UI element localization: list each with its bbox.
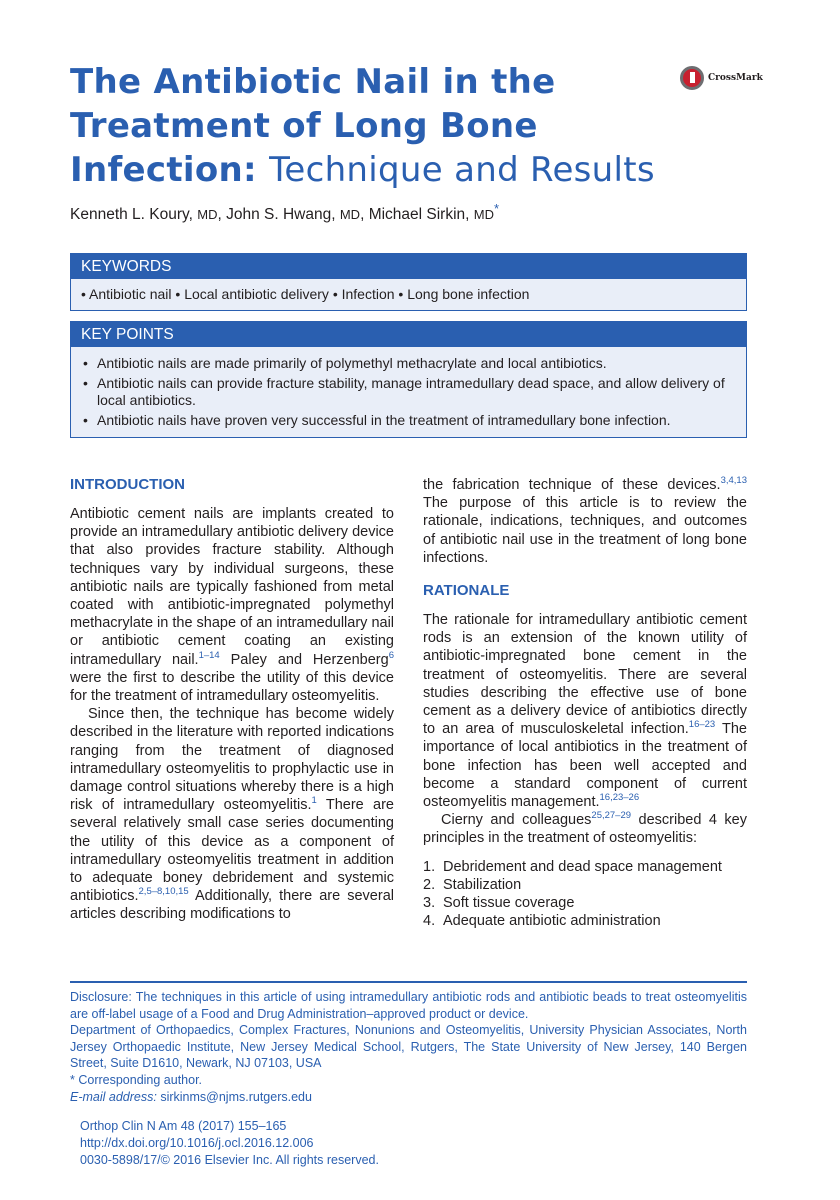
paragraph-text: Cierny and colleagues: [441, 812, 592, 829]
reference-link[interactable]: 1: [311, 795, 317, 807]
introduction-paragraph-1: [70, 505, 394, 705]
principle-text: Soft tissue coverage: [443, 895, 575, 912]
citation-block: [80, 1118, 379, 1169]
introduction-heading: INTRODUCTION: [70, 476, 185, 493]
email-label: E-mail address:: [70, 1089, 157, 1104]
right-column: [423, 476, 747, 930]
paragraph-text: The importance of local antibiotics in the treatment of bone infection has been well accepted and become a standard component of current osteomyelitis management.: [423, 721, 747, 811]
key-points-list: [81, 355, 736, 429]
author-name: Michael Sirkin,: [368, 206, 470, 223]
crossmark-badge[interactable]: [680, 66, 763, 90]
rationale-paragraph-1: [423, 611, 747, 811]
paragraph-text: described 4 key principles in the treatment of osteomyelitis:: [423, 812, 747, 847]
paragraph-text: the fabrication technique of these devices.: [423, 477, 721, 493]
corresponding-author-marker[interactable]: *: [494, 200, 500, 216]
principle-item: [423, 858, 747, 876]
email-link[interactable]: sirkinms@njms.rutgers.edu: [160, 1089, 312, 1104]
reference-link[interactable]: 1–14: [198, 649, 220, 661]
title-line-3: Infection:: [70, 150, 257, 190]
crossmark-icon: [680, 66, 704, 90]
reference-link[interactable]: 16–23: [688, 719, 716, 731]
principle-text: Stabilization: [443, 876, 522, 893]
paragraph-text: Additionally, there are several articles describing modifications to: [70, 888, 394, 923]
paragraph-text: The purpose of this article is to review the rationale, indications, techniques, and outcomes of antibiotic nail use in the treatment of long bone infections.: [423, 495, 747, 566]
rationale-paragraph-2: [423, 811, 747, 847]
key-points-body: [71, 347, 746, 437]
reference-link[interactable]: 25,27–29: [591, 810, 632, 822]
author-separator: ,: [360, 206, 365, 223]
key-point-item: • Antibiotic nails have proven very successful in the treatment of intramedullary bone infection.: [81, 412, 736, 430]
journal-citation: Orthop Clin N Am 48 (2017) 155–165: [80, 1119, 287, 1133]
author-degree: MD: [339, 207, 361, 222]
keywords-header: KEYWORDS: [71, 254, 746, 279]
email-line: [70, 1089, 747, 1106]
crossmark-label: CrossMark: [708, 73, 763, 83]
footnote-divider: [70, 981, 747, 983]
principle-number: 2.: [423, 876, 436, 893]
paragraph-text: Paley and Herzenberg: [219, 651, 389, 668]
copyright-notice: 0030-5898/17/© 2016 Elsevier Inc. All rights reserved.: [80, 1153, 379, 1167]
author-degree: MD: [473, 207, 494, 222]
reference-link[interactable]: 6: [388, 649, 394, 661]
principle-number: 4.: [423, 913, 436, 930]
principle-item: [423, 876, 747, 894]
paragraph-text: Since then, the technique has become widely described in the literature with reported indications ranging from the treatment of diagnosed intramedullary osteomyelitis to prophylactic use in damage control situations whereby there is a high risk of intramedullary osteomyelitis.: [70, 706, 394, 814]
paragraph-text: There are several relatively small case series documenting the utility of this device as a component of intramedullary osteomyelitis treatment in addition to adequate boney debridement and systemic antibiotics.: [70, 797, 394, 905]
left-column: [70, 476, 394, 924]
introduction-paragraph-continued: [423, 476, 747, 567]
principle-item: [423, 912, 747, 930]
introduction-paragraph-2: [70, 705, 394, 923]
footnotes: [70, 989, 747, 1105]
title-line-2: Treatment of Long Bone: [70, 106, 538, 146]
paragraph-text: were the first to describe the utility of this device for the treatment of intramedullary osteomyelitis.: [70, 669, 394, 705]
reference-link[interactable]: 3,4,13: [720, 475, 747, 487]
paragraph-text: The rationale for intramedullary antibiotic cement rods is an extension of the known utility of antibiotic-impregnated bone cement in the treatment of osteomyelitis. There are several studies describing the effective use of bone cement as a delivery device of antibiotics directly to an area of musculoskeletal infection.: [423, 612, 747, 738]
principle-number: 3.: [423, 895, 436, 912]
keywords-list: • Antibiotic nail • Local antibiotic delivery • Infection • Long bone infection: [71, 279, 746, 310]
key-point-item: • Antibiotic nails are made primarily of polymethyl methacrylate and local antibiotics.: [81, 355, 736, 373]
author-name: Kenneth L. Koury,: [70, 206, 193, 223]
title-line-1: The Antibiotic Nail in the: [70, 62, 556, 102]
principle-item: [423, 894, 747, 912]
keywords-box: [70, 253, 747, 311]
corresponding-author-note: * Corresponding author.: [70, 1072, 203, 1087]
title-subtitle: Technique and Results: [269, 150, 655, 190]
author-separator: ,: [217, 206, 222, 223]
principle-text: Debridement and dead space management: [443, 858, 722, 875]
principle-number: 1.: [423, 858, 436, 875]
principle-text: Adequate antibiotic administration: [443, 913, 661, 930]
reference-link[interactable]: 16,23–26: [599, 792, 640, 804]
disclosure-note: Disclosure: The techniques in this article of using intramedullary antibiotic rods and antibiotic beads to treat osteomyelitis are off-label usage of a Food and Drug Administration–approved product or device.: [70, 990, 747, 1021]
rationale-heading: RATIONALE: [423, 582, 510, 600]
key-points-header: KEY POINTS: [71, 322, 746, 347]
affiliation-note: Department of Orthopaedics, Complex Fractures, Nonunions and Osteomyelitis, University Physician Associates, North Jersey Orthopaedic Institute, New Jersey Medical School, Rutgers, The State University of New Jersey, 140 Bergen Street, Suite D1610, Newark, NJ 07103, USA: [70, 1023, 747, 1071]
paragraph-text: Antibiotic cement nails are implants created to provide an intramedullary antibiotic delivery device that also provides fracture stability. Although techniques vary by individual surgeons, these antibiotic nails are typically fashioned from metal coated with antibiotic-impregnated polymethyl methacrylate in the shape of an intramedullary nail or antibiotic cement coating an existing intramedullary nail.: [70, 506, 395, 668]
author-name: John S. Hwang,: [226, 206, 336, 223]
author-degree: MD: [197, 207, 218, 222]
author-list: [70, 200, 500, 224]
section-spacer: [423, 567, 747, 582]
key-point-item: • Antibiotic nails can provide fracture stability, manage intramedullary dead space, and allow delivery of local antibiotics.: [81, 375, 736, 410]
article-title: [70, 60, 670, 192]
principles-list: [423, 858, 747, 931]
key-points-box: [70, 321, 747, 438]
doi-link[interactable]: http://dx.doi.org/10.1016/j.ocl.2016.12.006: [80, 1136, 314, 1150]
reference-link[interactable]: 2,5–8,10,15: [138, 886, 189, 898]
